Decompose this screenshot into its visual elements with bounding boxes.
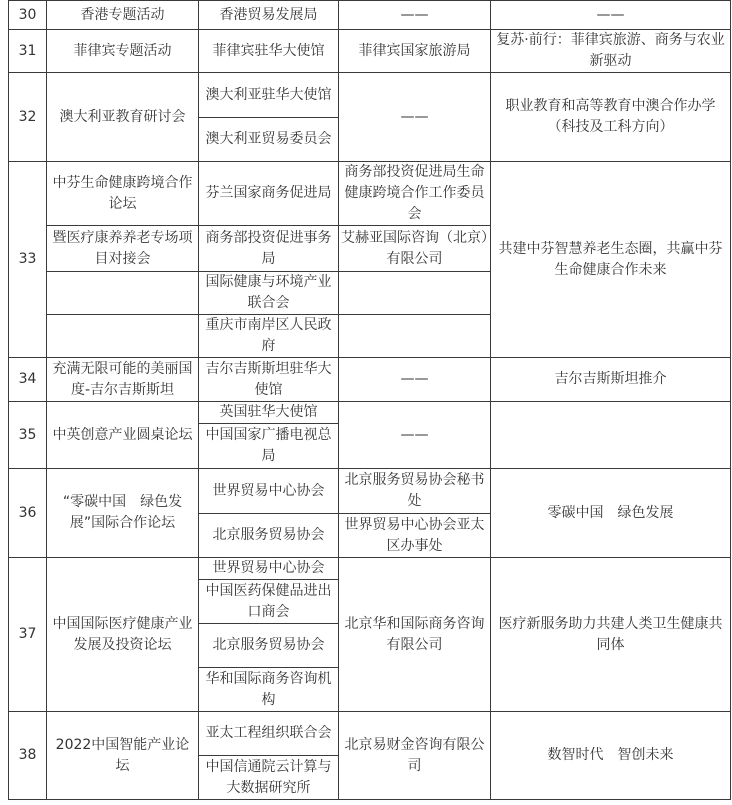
table-row: [9, 402, 731, 424]
co-organizer: 菲律宾国家旅游局: [339, 30, 491, 73]
table-row: [9, 558, 731, 580]
co-organizer: ——: [339, 1, 491, 30]
organizer: 芬兰国家商务促进局: [199, 162, 339, 226]
organizer: 重庆市南岸区人民政府: [199, 315, 339, 358]
co-organizer: 北京易财金咨询有限公司: [339, 712, 491, 800]
table-row: [9, 712, 731, 756]
table-row: [9, 162, 731, 226]
co-organizer: 艾赫亚国际咨询（北京）有限公司: [339, 226, 491, 272]
activity-name: 充满无限可能的美丽国度-吉尔吉斯斯坦: [47, 358, 199, 402]
organizer: 澳大利亚贸易委员会: [199, 118, 339, 162]
organizer: 华和国际商务咨询机构: [199, 668, 339, 712]
organizer: 北京服务贸易协会: [199, 514, 339, 558]
organizer: 商务部投资促进事务局: [199, 226, 339, 272]
row-number: 33: [9, 162, 47, 358]
empty-cell: [339, 272, 491, 315]
organizer: 北京服务贸易协会: [199, 624, 339, 668]
co-organizer: 北京服务贸易协会秘书处: [339, 469, 491, 514]
organizer: 世界贸易中心协会: [199, 469, 339, 514]
empty-cell: [339, 315, 491, 358]
co-organizer: ——: [339, 73, 491, 162]
row-number: 31: [9, 30, 47, 73]
organizer: 中国信通院云计算与大数据研究所: [199, 756, 339, 800]
table-row: [9, 1, 731, 30]
organizer: 菲律宾驻华大使馆: [199, 30, 339, 73]
empty-cell: [47, 272, 199, 315]
theme: 共建中芬智慧养老生态圈，共赢中芬生命健康合作未来: [491, 162, 731, 358]
activity-table-container: [8, 0, 730, 800]
organizer: 香港贸易发展局: [199, 1, 339, 30]
activity-name: 菲律宾专题活动: [47, 30, 199, 73]
theme: 零碳中国 绿色发展: [491, 469, 731, 558]
theme: ——: [491, 1, 731, 30]
organizer: 吉尔吉斯斯坦驻华大使馆: [199, 358, 339, 402]
co-organizer: 世界贸易中心协会亚太区办事处: [339, 514, 491, 558]
activity-name: “零碳中国 绿色发展”国际合作论坛: [47, 469, 199, 558]
co-organizer: ——: [339, 358, 491, 402]
activity-name: 香港专题活动: [47, 1, 199, 30]
theme: 医疗新服务助力共建人类卫生健康共同体: [491, 558, 731, 712]
table-row: [9, 469, 731, 514]
activity-table: [8, 0, 731, 800]
activity-name: 中芬生命健康跨境合作论坛: [47, 162, 199, 226]
activity-name: 澳大利亚教育研讨会: [47, 73, 199, 162]
row-number: 30: [9, 1, 47, 30]
empty-cell: [47, 315, 199, 358]
organizer: 亚太工程组织联合会: [199, 712, 339, 756]
theme: 职业教育和高等教育中澳合作办学（科技及工科方向）: [491, 73, 731, 162]
activity-name: 暨医疗康养养老专场项目对接会: [47, 226, 199, 272]
row-number: 35: [9, 402, 47, 469]
co-organizer: 商务部投资促进局生命健康跨境合作工作委员会: [339, 162, 491, 226]
theme: [491, 402, 731, 469]
row-number: 32: [9, 73, 47, 162]
row-number: 37: [9, 558, 47, 712]
organizer: 澳大利亚驻华大使馆: [199, 73, 339, 118]
organizer: 中国医药保健品进出口商会: [199, 580, 339, 624]
table-row: [9, 30, 731, 73]
organizer: 中国国家广播电视总局: [199, 424, 339, 469]
row-number: 34: [9, 358, 47, 402]
activity-name: 2022中国智能产业论坛: [47, 712, 199, 800]
theme: 数智时代 智创未来: [491, 712, 731, 800]
activity-name: 中英创意产业圆桌论坛: [47, 402, 199, 469]
table-row: [9, 358, 731, 402]
co-organizer: 北京华和国际商务咨询有限公司: [339, 558, 491, 712]
activity-name: 中国国际医疗健康产业发展及投资论坛: [47, 558, 199, 712]
organizer: 英国驻华大使馆: [199, 402, 339, 424]
row-number: 36: [9, 469, 47, 558]
organizer: 国际健康与环境产业联合会: [199, 272, 339, 315]
row-number: 38: [9, 712, 47, 800]
table-row: [9, 73, 731, 118]
theme: 复苏·前行：菲律宾旅游、商务与农业新驱动: [491, 30, 731, 73]
organizer: 世界贸易中心协会: [199, 558, 339, 580]
co-organizer: ——: [339, 402, 491, 469]
theme: 吉尔吉斯斯坦推介: [491, 358, 731, 402]
